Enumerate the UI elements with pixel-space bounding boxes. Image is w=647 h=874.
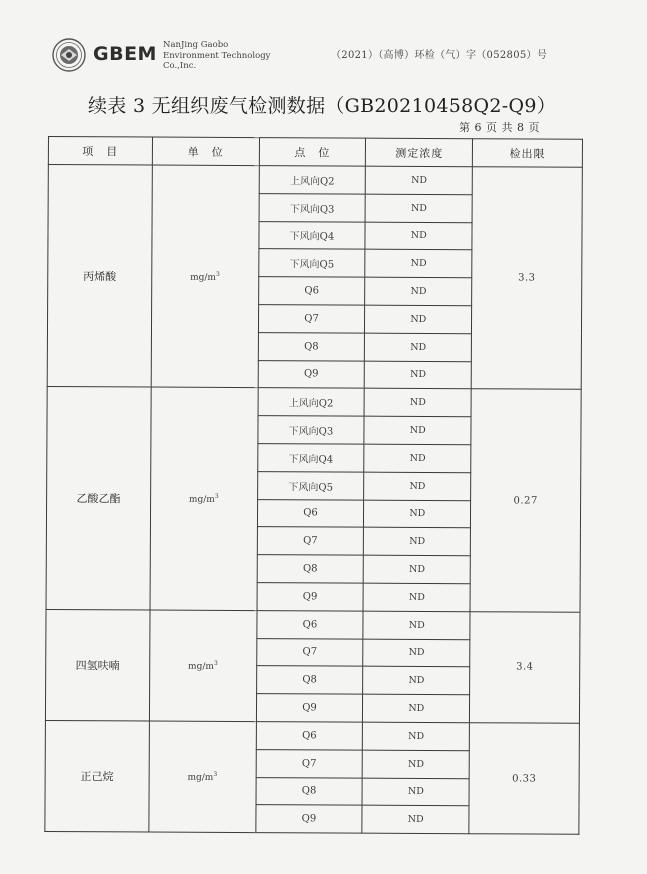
unit-cell <box>149 610 256 722</box>
unit-superscript: 3 <box>213 659 218 667</box>
concentration-cell: ND <box>365 305 472 333</box>
concentration-cell: ND <box>363 722 470 750</box>
company-line: Co.,Inc. <box>163 61 197 71</box>
item-name-cell: 正己烷 <box>45 720 149 832</box>
sampling-point-cell: Q7 <box>256 749 363 777</box>
table-header-row <box>48 137 582 168</box>
concentration-cell: ND <box>364 444 471 472</box>
concentration-cell: ND <box>365 333 472 361</box>
sampling-point-cell: Q7 <box>256 638 363 666</box>
sampling-point-cell: 下风向Q4 <box>259 221 366 249</box>
item-name-cell: 丙烯酸 <box>47 165 152 388</box>
concentration-cell: ND <box>365 222 472 250</box>
concentration-cell: ND <box>363 694 470 722</box>
sampling-point-cell: Q8 <box>256 777 363 805</box>
company-line: Environment Technology <box>163 50 271 61</box>
detection-limit-cell: 0.27 <box>470 389 581 612</box>
sampling-point-cell: Q6 <box>256 722 363 750</box>
sampling-point-cell: Q6 <box>257 499 364 527</box>
table-row <box>47 387 581 418</box>
sampling-point-cell: Q9 <box>257 583 364 611</box>
header-unit: 单 位 <box>152 137 259 166</box>
unit-text: mg/m <box>188 661 214 672</box>
concentration-cell: ND <box>365 277 472 305</box>
concentration-cell: ND <box>365 194 472 222</box>
unit-text: mg/m <box>187 772 214 783</box>
unit-superscript: 3 <box>214 492 219 500</box>
sampling-point-cell: Q7 <box>257 527 364 555</box>
emission-data-table <box>44 136 583 835</box>
sampling-point-cell: 上风向Q2 <box>258 388 365 416</box>
header-detection-limit: 检出限 <box>473 139 583 168</box>
concentration-cell: ND <box>364 416 471 444</box>
item-name-cell: 四氢呋喃 <box>45 609 149 721</box>
concentration-cell: ND <box>364 389 471 417</box>
table-row <box>46 609 580 640</box>
detection-limit-cell: 3.3 <box>471 167 582 390</box>
document-number: （2021）（高博）环检（气）字（052805）号 <box>331 50 548 61</box>
concentration-cell: ND <box>363 611 470 639</box>
header-point: 点 位 <box>259 138 366 167</box>
brand-name: GBEM <box>93 43 157 65</box>
concentration-cell: ND <box>363 583 470 611</box>
item-name-cell: 乙酸乙酯 <box>46 387 151 610</box>
concentration-cell: ND <box>364 472 471 500</box>
concentration-cell: ND <box>364 528 471 556</box>
header-item: 项 目 <box>48 137 152 166</box>
concentration-cell: ND <box>365 250 472 278</box>
concentration-cell: ND <box>363 667 470 695</box>
unit-cell <box>151 165 259 388</box>
unit-cell <box>149 721 256 833</box>
sampling-point-cell: Q9 <box>255 805 362 833</box>
detection-limit-cell: 3.4 <box>470 611 580 723</box>
table-title: 续表 3 无组织废气检测数据（GB20210458Q2-Q9） <box>88 95 557 117</box>
concentration-cell: ND <box>362 778 469 806</box>
sampling-point-cell: Q8 <box>256 666 363 694</box>
sampling-point-cell: Q9 <box>256 694 363 722</box>
sampling-point-cell: Q6 <box>258 277 365 305</box>
unit-superscript: 3 <box>215 270 220 278</box>
unit-superscript: 3 <box>213 770 218 778</box>
sampling-point-cell: Q7 <box>258 305 365 333</box>
company-seal-logo <box>52 38 86 72</box>
sampling-point-cell: 下风向Q5 <box>258 249 365 277</box>
sampling-point-cell: Q6 <box>256 610 363 638</box>
sampling-point-cell: Q8 <box>257 555 364 583</box>
company-name <box>163 40 270 72</box>
sampling-point-cell: 下风向Q5 <box>257 471 364 499</box>
concentration-cell: ND <box>365 361 472 389</box>
company-line: NanJing Gaobo <box>163 40 229 50</box>
concentration-cell: ND <box>364 500 471 528</box>
table-row <box>48 165 582 196</box>
concentration-cell: ND <box>364 555 471 583</box>
sampling-point-cell: 下风向Q3 <box>258 416 365 444</box>
concentration-cell: ND <box>363 639 470 667</box>
concentration-cell: ND <box>366 166 473 194</box>
sampling-point-cell: 下风向Q4 <box>257 444 364 472</box>
unit-text: mg/m <box>190 272 217 283</box>
header-concentration: 测定浓度 <box>366 138 473 167</box>
sampling-point-cell: 下风向Q3 <box>259 193 366 221</box>
concentration-cell: ND <box>363 750 470 778</box>
concentration-cell: ND <box>362 805 469 833</box>
detection-limit-cell: 0.33 <box>469 723 579 835</box>
unit-text: mg/m <box>188 494 215 505</box>
sampling-point-cell: 上风向Q2 <box>259 166 366 194</box>
sampling-point-cell: Q9 <box>258 360 365 388</box>
page-number: 第 6 页 共 8 页 <box>459 121 540 134</box>
table-body <box>45 165 582 835</box>
unit-cell <box>150 387 258 610</box>
table-row <box>45 720 579 751</box>
sampling-point-cell: Q8 <box>258 332 365 360</box>
